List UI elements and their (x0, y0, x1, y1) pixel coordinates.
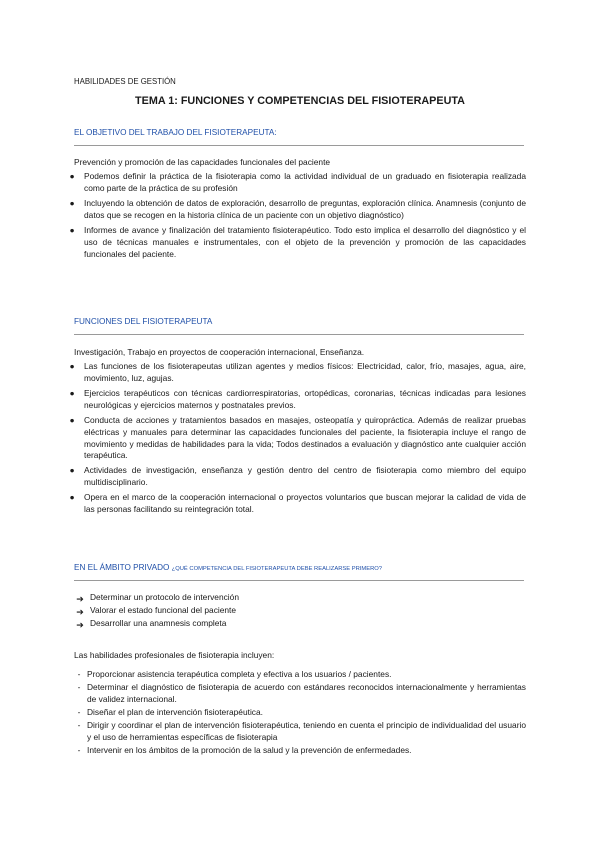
list-item-text: Determinar un protocolo de intervención (90, 592, 239, 602)
list-item (69, 387, 526, 412)
section-heading-funciones: FUNCIONES DEL FISIOTERAPEUTA (74, 317, 213, 326)
list-item-text: Valorar el estado funcional del paciente (90, 604, 237, 615)
section-heading-objetivo: EL OBJETIVO DEL TRABAJO DEL FISIOTERAPEUTA: (74, 128, 277, 137)
list-item (74, 592, 526, 604)
list-item (69, 197, 526, 222)
section-divider (74, 145, 524, 146)
list-item (74, 707, 526, 719)
list-item-text: Informes de avance y finalización del tratamiento fisioterapéutico. Todo esto implica el desarrollo del diagnóstico y el uso de técnicas manuales e instrumentales, con el objeto de la prevención y promoción de las capacidades funcionales del paciente. (84, 224, 526, 259)
dash-icon: - (77, 669, 81, 679)
section-divider (74, 580, 524, 581)
arrow-right-icon: ➔ (76, 594, 84, 604)
bullet-icon: ● (69, 414, 75, 425)
list-item-text: Podemos definir la práctica de la fisioterapia como la actividad individual de un graduado en fisioterapia realizada como parte de la práctica de su profesión (84, 171, 526, 193)
dash-icon: - (77, 706, 81, 717)
list-item (69, 465, 526, 489)
list-item (74, 745, 526, 757)
section-heading-text: EN EL ÁMBITO PRIVADO (74, 563, 170, 572)
bullet-icon: ● (69, 197, 75, 208)
list-item (69, 414, 526, 463)
list-item (69, 492, 526, 516)
dash-icon: - (77, 719, 81, 730)
list-item (69, 171, 526, 195)
list-item-text: Determinar el diagnóstico de fisioterapia de acuerdo con estándares reconocidos internacionalmente y herramientas de validez internacional. (87, 681, 526, 704)
dash-icon: - (77, 744, 81, 755)
section-lead-text: Las habilidades profesionales de fisioterapia incluyen: (74, 650, 275, 660)
list-item-text: Diseñar el plan de intervención fisioterapéutica. (87, 706, 263, 717)
arrow-list (74, 592, 526, 631)
bullet-icon: ● (69, 171, 75, 181)
list-item (69, 361, 526, 385)
bullet-icon: ● (69, 224, 75, 235)
list-item (74, 605, 526, 617)
bullet-list-objetivo (69, 171, 526, 263)
bullet-icon: ● (69, 465, 75, 476)
list-item (74, 669, 526, 681)
arrow-right-icon: ➔ (76, 606, 84, 617)
list-item-text: Intervenir en los ámbitos de la promoción de la salud y la prevención de enfermedades. (87, 744, 412, 755)
list-item-text: Proporcionar asistencia terapéutica completa y efectiva a los usuarios / pacientes. (87, 669, 392, 679)
list-item-text: Las funciones de los fisioterapeutas utilizan agentes y medios físicos: Electricidad, calor, frío, masajes, agua, aire, movimiento, luz, agujas. (84, 361, 526, 383)
bullet-icon: ● (69, 492, 75, 503)
list-item-text: Actividades de investigación, enseñanza y gestión dentro del centro de fisioterapia como miembro del equipo multidisciplinario. (84, 465, 526, 488)
list-item-text: Conducta de acciones y tratamientos basados en masajes, osteopatía y quiropráctica. Además de realizar pruebas eléctricas y manuales para determinar las capacidades funcionales del paciente, la fisioterapia incluye el rango de movimiento y medidas de habilidades para la vida; Todos destinados a evaluación y diagnóstico ante cualquier acción terapéutica. (84, 414, 526, 461)
bullet-list-funciones (69, 361, 526, 519)
list-item-text: Opera en el marco de la cooperación internacional o proyectos voluntarios que buscan mejorar la calidad de vida de las personas facilitando su reintegración total. (84, 492, 526, 515)
list-item-text: Dirigir y coordinar el plan de intervención fisioterapéutica, teniendo en cuenta el principio de individualidad del usuario y el uso de herramientas específicas de fisioterapia (87, 719, 526, 742)
list-item (74, 720, 526, 744)
section-heading-question: ¿QUÉ COMPETENCIA DEL FISIOTERAPEUTA DEBE REALIZARSE PRIMERO? (171, 566, 383, 572)
bullet-icon: ● (69, 361, 75, 371)
list-item (74, 682, 526, 706)
arrow-right-icon: ➔ (76, 619, 84, 630)
list-item-text: Ejercicios terapéuticos con técnicas cardiorrespiratorias, ortopédicas, coronarias, técnicas indicadas para lesiones neurológicas y ejercicios maternos y postnatales previos. (84, 387, 526, 410)
section-heading-ambito-privado (74, 562, 382, 574)
list-item-text: Desarrollar una anamnesis completa (90, 617, 227, 628)
page-title: TEMA 1: FUNCIONES Y COMPETENCIAS DEL FISIOTERAPEUTA (135, 95, 465, 107)
dash-icon: - (77, 681, 81, 692)
section-lead-text: Investigación, Trabajo en proyectos de cooperación internacional, Enseñanza. (74, 347, 365, 357)
dash-list (74, 669, 526, 757)
list-item (74, 618, 526, 630)
section-lead-text: Prevención y promoción de las capacidades funcionales del paciente (74, 157, 331, 167)
section-divider (74, 334, 524, 335)
subject-label: HABILIDADES DE GESTIÓN (74, 77, 176, 86)
list-item (69, 224, 526, 261)
bullet-icon: ● (69, 387, 75, 398)
list-item-text: Incluyendo la obtención de datos de exploración, desarrollo de preguntas, exploración clínica. Anamnesis (conjunto de datos que se recogen en la historia clínica de un paciente con un objetivo diagnóstico) (84, 197, 526, 220)
